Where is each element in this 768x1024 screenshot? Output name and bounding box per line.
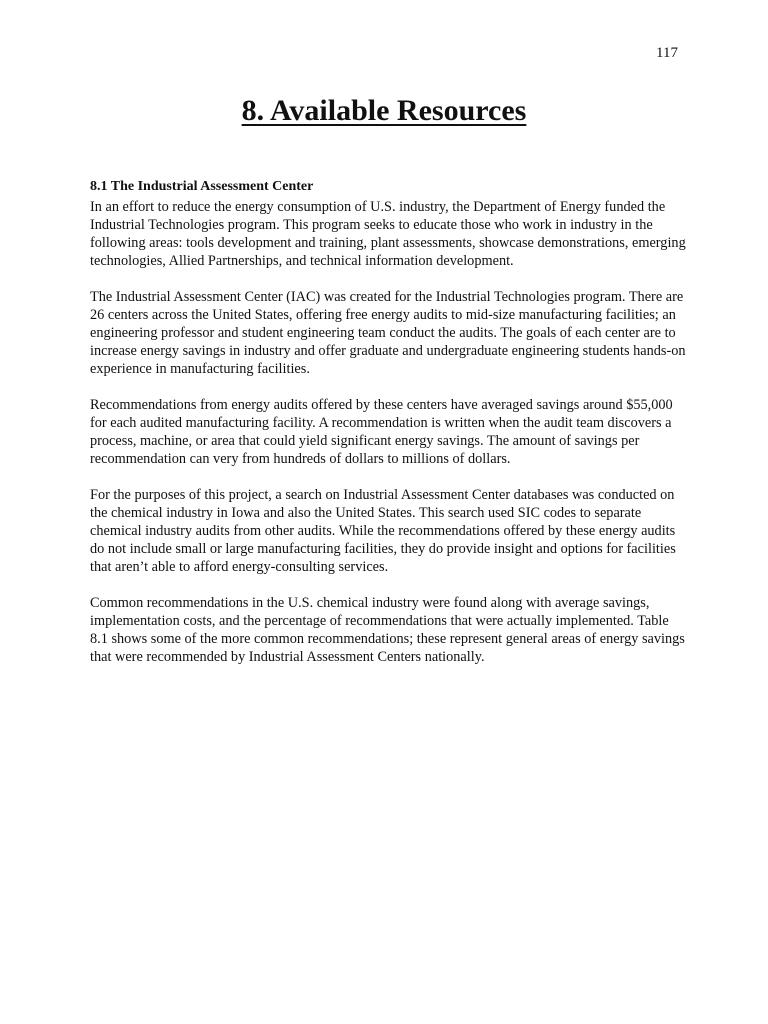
page-number: 117 [656, 45, 678, 61]
paragraph-iac-description: The Industrial Assessment Center (IAC) was created for the Industrial Technologies program. There are 26 centers across the United States, offering free energy audits to mid-size manufacturing facilities; an engineering professor and student engineering team conduct the audits. The goals of each center are to increase energy savings in industry and offer graduate and undergraduate engineering students hands-on experience in manufacturing facilities. [90, 289, 686, 377]
section-heading: 8.1 The Industrial Assessment Center [90, 179, 314, 194]
paragraph-program-overview: In an effort to reduce the energy consumption of U.S. industry, the Department of Energy funded the Industrial Technologies program. This program seeks to educate those who work in industry in the following areas: tools development and training, plant assessments, showcase demonstrations, emerging technologies, Allied Partnerships, and technical information development. [90, 199, 686, 269]
chapter-title [0, 92, 768, 130]
chapter-title-text: 8. Available Resources [241, 94, 527, 127]
paragraph-common-recommendations: Common recommendations in the U.S. chemical industry were found along with average savings, implementation costs, and the percentage of recommendations that were actually implemented. Table 8.1 shows some of the more common recommendations; these represent general areas of energy savings that were recommended by Industrial Assessment Centers nationally. [90, 595, 685, 665]
section-body [90, 178, 690, 684]
paragraph-audit-savings: Recommendations from energy audits offered by these centers have averaged savings around $55,000 for each audited manufacturing facility. A recommendation is written when the audit team discovers a process, machine, or area that could yield significant energy savings. The amount of savings per recommendation can very from hundreds of dollars to millions of dollars. [90, 397, 673, 467]
paragraph-database-search: For the purposes of this project, a search on Industrial Assessment Center databases was conducted on the chemical industry in Iowa and also the United States. This search used SIC codes to separate chemical industry audits from other audits. While the recommendations offered by these energy audits do not include small or large manufacturing facilities, they do provide insight and options for facilities that aren’t able to afford energy-consulting services. [90, 487, 676, 575]
